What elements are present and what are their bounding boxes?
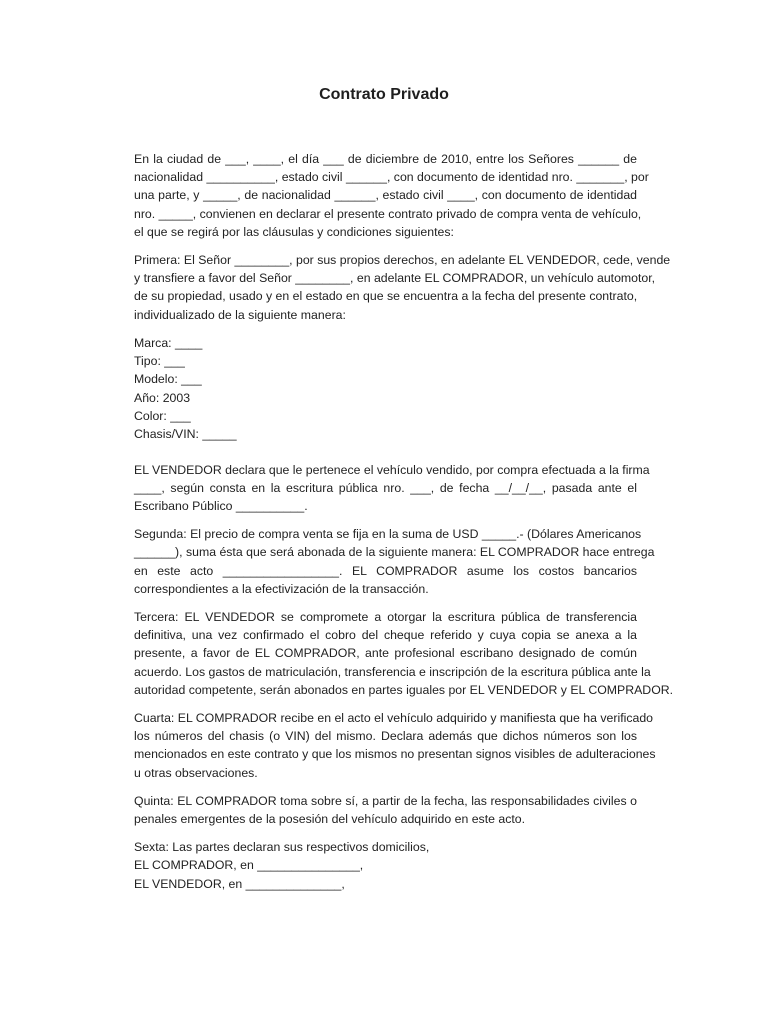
primera-line: y transfiere a favor del Señor ________, en adelante EL COMPRADOR, un vehículo automotor,: [134, 271, 656, 286]
tercera-line: acuerdo. Los gastos de matriculación, transferencia e inscripción de la escritura pública ante la: [134, 664, 651, 679]
primera-line: individualizado de la siguiente manera:: [134, 307, 346, 322]
segunda-line: Segunda: El precio de compra venta se fija en la suma de USD _____.- (Dólares Americanos: [134, 527, 642, 542]
vehicle-color: Color: ___: [134, 409, 191, 424]
quinta-line: penales emergentes de la posesión del vehículo adquirido en este acto.: [134, 812, 526, 827]
vehicle-details-list: [134, 334, 637, 444]
paragraph-quinta: [134, 792, 637, 828]
segunda-line: en este acto _________________. EL COMPRADOR asume los costos bancarios: [134, 563, 637, 578]
paragraph-tercera: [134, 608, 674, 699]
sexta-line: Sexta: Las partes declaran sus respectivos domicilios,: [134, 840, 430, 855]
vehicle-chassis: Chasis/VIN: _____: [134, 427, 237, 442]
vehicle-year: Año: 2003: [134, 390, 191, 405]
intro-line: nacionalidad __________, estado civil ______, con documento de identidad nro. _______, por: [134, 170, 649, 185]
paragraph-segunda: [134, 525, 655, 598]
vendedor-line: ____, según consta en la escritura pública nro. ___, de fecha __/__/__, pasada ante el: [134, 480, 637, 495]
tercera-line: Tercera: EL VENDEDOR se compromete a otorgar la escritura pública de transferencia: [134, 610, 637, 625]
cuarta-line: Cuarta: EL COMPRADOR recibe en el acto el vehículo adquirido y manifiesta que ha verificado: [134, 711, 654, 726]
intro-line: el que se regirá por las cláusulas y condiciones siguientes:: [134, 224, 454, 239]
document-body: [134, 150, 674, 903]
segunda-line: ______), suma ésta que será abonada de la siguiente manera: EL COMPRADOR hace entrega: [134, 545, 655, 560]
document-title: Contrato Privado: [319, 86, 449, 103]
vendedor-line: Escribano Público __________.: [134, 499, 308, 514]
vendedor-line: EL VENDEDOR declara que le pertenece el vehículo vendido, por compra efectuada a la firma: [134, 462, 650, 477]
intro-line: una parte, y _____, de nacionalidad ______, estado civil ____, con documento de identidad: [134, 188, 637, 203]
primera-line: de su propiedad, usado y en el estado en que se encuentra a la fecha del presente contrato,: [134, 289, 638, 304]
paragraph-cuarta: [134, 709, 656, 782]
quinta-line: Quinta: EL COMPRADOR toma sobre sí, a partir de la fecha, las responsabilidades civiles o: [134, 793, 637, 808]
vehicle-model: Modelo: ___: [134, 372, 202, 387]
intro-line: nro. _____, convienen en declarar el presente contrato privado de compra venta de vehículo,: [134, 206, 642, 221]
sexta-vendedor-domicile: EL VENDEDOR, en ______________,: [134, 876, 345, 891]
paragraph-sexta: [134, 838, 637, 893]
paragraph-primera: [134, 251, 671, 324]
tercera-line: autoridad competente, serán abonados en partes iguales por EL VENDEDOR y EL COMPRADOR.: [134, 682, 674, 697]
tercera-line: presente, a favor de EL COMPRADOR, ante profesional escribano designado de común: [134, 646, 637, 661]
cuarta-line: u otras observaciones.: [134, 765, 258, 780]
sexta-comprador-domicile: EL COMPRADOR, en _______________,: [134, 858, 364, 873]
intro-line: En la ciudad de ___, ____, el día ___ de diciembre de 2010, entre los Señores ______ de: [134, 152, 637, 166]
vehicle-type: Tipo: ___: [134, 354, 185, 369]
primera-line: Primera: El Señor ________, por sus propios derechos, en adelante EL VENDEDOR, cede, vende: [134, 253, 671, 268]
tercera-line: definitiva, una vez confirmado el cobro del cheque referido y cuya copia se anexa a la: [134, 628, 637, 643]
paragraph-vendedor-declara: [134, 461, 650, 516]
vehicle-brand: Marca: ____: [134, 335, 203, 350]
paragraph-intro: [134, 150, 649, 241]
cuarta-line: mencionados en este contrato y que los mismos no presentan signos visibles de adulteraciones: [134, 747, 656, 762]
segunda-line: correspondientes a la efectivización de la transacción.: [134, 581, 429, 596]
cuarta-line: los números del chasis (o VIN) del mismo. Declara además que dichos números son los: [134, 729, 637, 744]
